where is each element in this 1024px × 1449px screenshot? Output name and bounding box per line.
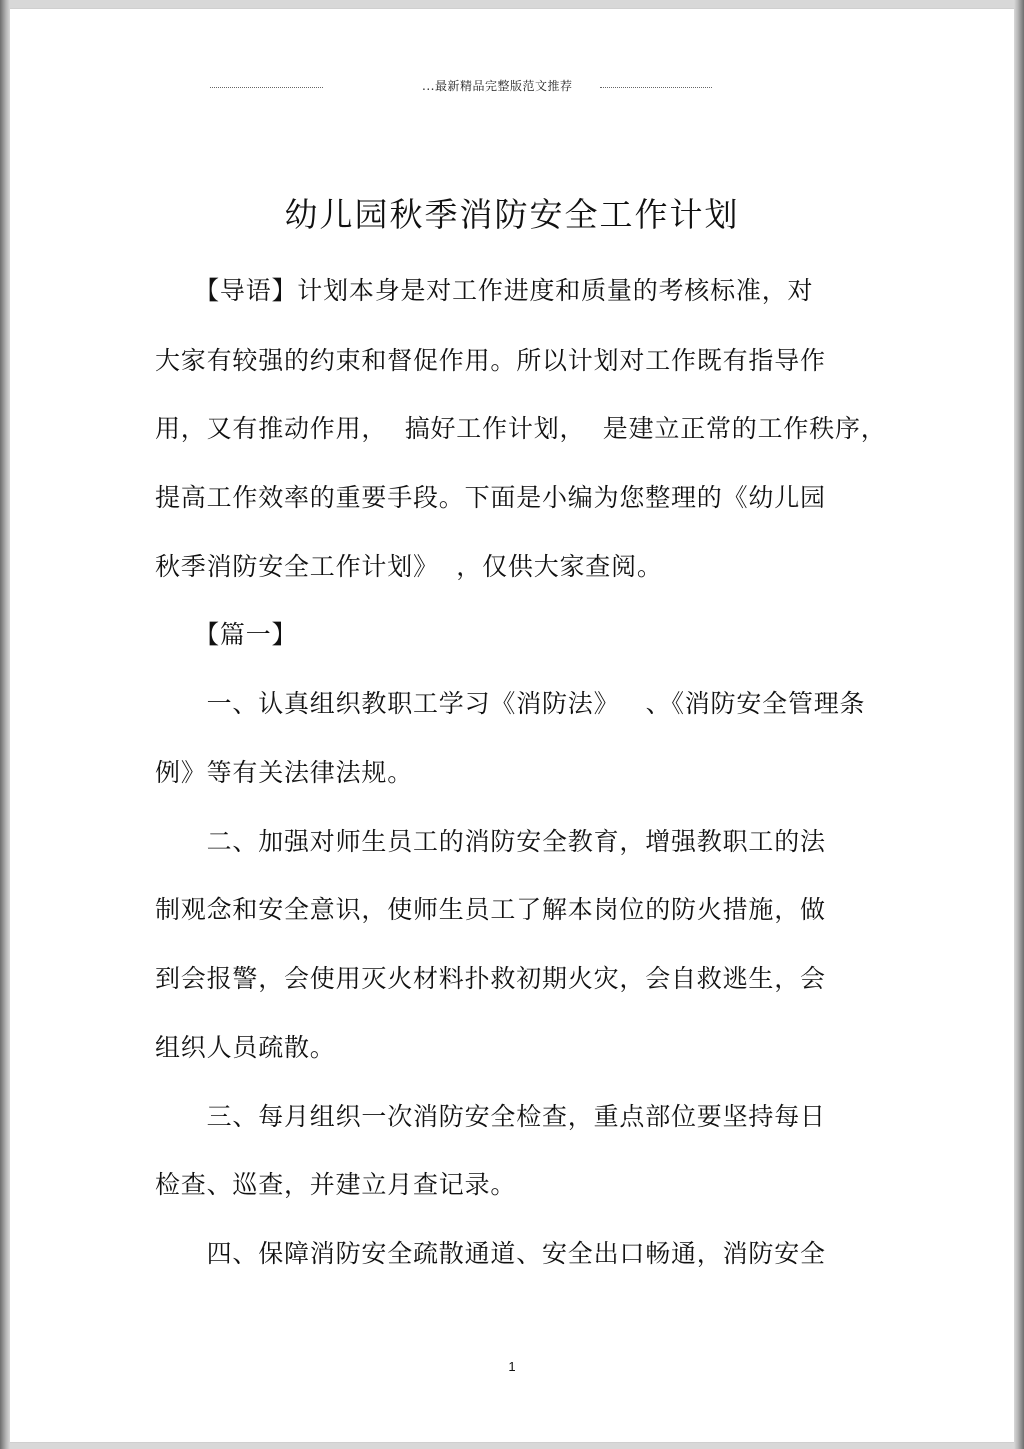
- section-heading: 【篇一】: [155, 620, 298, 649]
- body-line: 二、加强对师生员工的消防安全教育，增强教职工的法: [155, 827, 826, 856]
- body-line: 例》等有关法律法规。: [155, 758, 414, 787]
- body-line: 到会报警，会使用灭火材料扑救初期火灾，会自救逃生，会: [155, 964, 826, 993]
- body-line: 用，又有推动作用， 搞好工作计划， 是建立正常的工作秩序，: [155, 414, 887, 443]
- body-line: 组织人员疏散。: [155, 1033, 336, 1062]
- body-line: 检查、巡查，并建立月查记录。: [155, 1170, 517, 1199]
- body-line: 三、每月组织一次消防安全检查，重点部位要坚持每日: [155, 1102, 826, 1131]
- document-page: [10, 8, 1014, 1443]
- page-header: [10, 73, 1014, 97]
- body-line: 四、保障消防安全疏散通道、安全出口畅通，消防安全: [155, 1239, 826, 1268]
- header-rule-left: [210, 87, 323, 88]
- document-title: 幼儿园秋季消防安全工作计划: [284, 195, 740, 234]
- body-line: 一、认真组织教职工学习《消防法》 、《消防安全管理条: [155, 689, 866, 718]
- body-line: 【导语】计划本身是对工作进度和质量的考核标准，对: [155, 276, 814, 305]
- body-line: 大家有较强的约束和督促作用。所以计划对工作既有指导作: [155, 346, 826, 375]
- header-rule-right: [600, 87, 712, 88]
- page-number: 1: [508, 1359, 516, 1374]
- header-text: ...最新精品完整版范文推荐: [422, 79, 573, 93]
- body-line: 秋季消防安全工作计划》 ，仅供大家查阅。: [155, 552, 663, 581]
- body-line: 制观念和安全意识，使师生员工了解本岗位的防火措施，做: [155, 895, 826, 924]
- body-line: 提高工作效率的重要手段。下面是小编为您整理的《幼儿园: [155, 483, 826, 512]
